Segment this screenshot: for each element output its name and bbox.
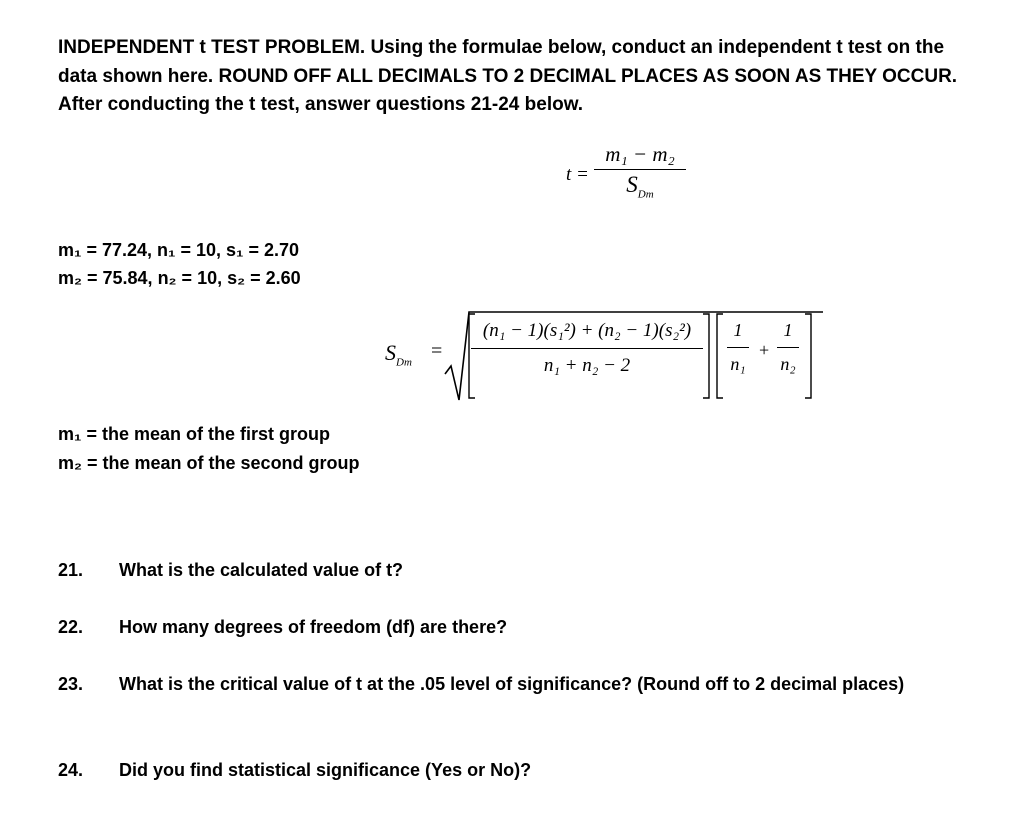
question-text: What is the critical value of t at the .05 level of significance? (Round off to 2 decimal places) — [119, 674, 905, 694]
group2-data: m₂ = 75.84, n₂ = 10, s₂ = 2.60 — [58, 268, 301, 288]
fraction-bar — [777, 347, 799, 348]
question-number: 21. — [58, 560, 84, 580]
question-number: 24. — [58, 760, 84, 780]
plus-sign: + — [759, 340, 770, 360]
t-formula-denominator — [594, 172, 686, 201]
t-formula-numerator: m₁ − m₂ — [605, 142, 675, 166]
sdm-lhs-symbol: S — [385, 340, 396, 365]
problem-instructions: INDEPENDENT t TEST PROBLEM. Using the formulae below, conduct an independent t test on the data shown here. ROUND OFF ALL DECIMALS TO 2 DECIMAL PLACES AS SOON AS THEY OCCUR. After conducting the t test, answer questions 21-24 below. — [58, 37, 958, 115]
reciprocal-n2-denominator: n₂ — [780, 354, 796, 374]
left-bracket-2 — [715, 312, 725, 400]
left-bracket-1 — [467, 312, 477, 400]
reciprocal-n1 — [727, 320, 749, 375]
question-number: 23. — [58, 674, 84, 694]
t-denominator-subscript: Dm — [637, 188, 654, 201]
sdm-formula — [385, 300, 825, 410]
t-denominator-symbol: S — [626, 172, 638, 197]
sdm-equals: = — [431, 340, 443, 362]
fraction-bar — [471, 348, 703, 349]
reciprocal-n2-numerator: 1 — [783, 320, 793, 340]
group1-data: m₁ = 77.24, n₁ = 10, s₁ = 2.70 — [58, 240, 299, 260]
variable-definitions — [58, 420, 360, 478]
definition-m2: m₂ = the mean of the second group — [58, 453, 360, 473]
question-text: Did you find statistical significance (Yes or No)? — [119, 760, 532, 780]
fraction-bar — [727, 347, 749, 348]
definition-m1: m₁ = the mean of the first group — [58, 424, 330, 444]
reciprocal-n2 — [777, 320, 799, 375]
sdm-lhs — [385, 340, 412, 368]
question-text: What is the calculated value of t? — [119, 560, 404, 580]
right-bracket-2 — [803, 312, 813, 400]
variance-denominator: n₁ + n₂ − 2 — [543, 355, 631, 376]
sdm-lhs-subscript: Dm — [396, 356, 412, 369]
variance-fraction — [471, 320, 703, 377]
right-bracket-1 — [701, 312, 711, 400]
question-text: How many degrees of freedom (df) are there? — [119, 617, 508, 637]
question-number: 22. — [58, 617, 84, 637]
t-formula-lhs: t = — [566, 164, 589, 185]
variance-numerator: (n₁ − 1)(s₁²) + (n₂ − 1)(s₂²) — [482, 320, 692, 341]
fraction-bar — [594, 169, 686, 170]
reciprocal-n1-denominator: n₁ — [730, 354, 746, 374]
reciprocal-n1-numerator: 1 — [733, 320, 743, 340]
t-formula — [566, 142, 716, 222]
t-formula-fraction — [594, 142, 686, 201]
